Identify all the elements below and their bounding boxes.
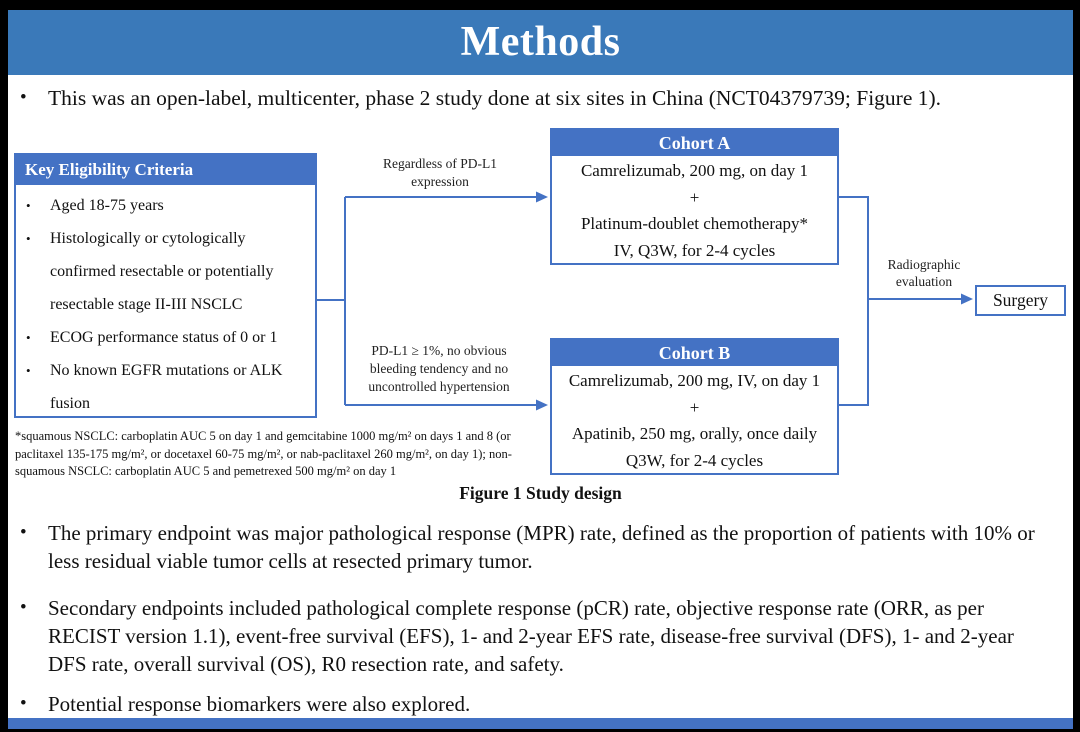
- bullet-icon: •: [20, 87, 27, 108]
- bullet-icon: •: [26, 363, 31, 378]
- secondary-endpoint-text: Secondary endpoints included pathological complete response (pCR) rate, objective response rate (ORR, as per RECIST version 1.1), event-free survival (EFS), 1- and 2-year EFS rate, disease-free survival (DFS), 1- and 2-year DFS rate, overall survival (OS), R0 resection rate, and safety.: [48, 596, 1014, 676]
- arrowhead-surgery: [961, 294, 973, 305]
- eligibility-box: [14, 153, 317, 418]
- cohort-b-line: Apatinib, 250 mg, orally, once daily: [571, 424, 818, 443]
- eligibility-item: [26, 354, 310, 420]
- cohort-a-header: Cohort A: [552, 130, 837, 156]
- merge-lines: [838, 197, 868, 405]
- branch-label-pdl1-positive: PD-L1 ≥ 1%, no obvious bleeding tendency and no uncontrolled hypertension: [368, 343, 510, 394]
- eligibility-item: [26, 189, 310, 222]
- cohort-b-box: [550, 338, 839, 475]
- bottom-accent-bar: [8, 718, 1073, 729]
- figure-caption: Figure 1 Study design: [459, 483, 622, 503]
- surgery-label: Surgery: [992, 290, 1049, 310]
- cohort-b-line: Camrelizumab, 200 mg, IV, on day 1: [568, 371, 821, 390]
- plus-sign: +: [689, 187, 700, 207]
- slide-content: [8, 75, 1073, 718]
- eligibility-header: Key Eligibility Criteria: [16, 155, 315, 185]
- bullet-icon: •: [20, 597, 27, 618]
- eligibility-item-text: Histologically or cytologically confirmed resectable or potentially resectable stage II-III NSCLC: [50, 230, 274, 313]
- bullet-icon: •: [26, 231, 31, 246]
- endpoint-bullet-primary: [20, 519, 1055, 575]
- bullet-icon: •: [20, 693, 27, 714]
- eligibility-item: [26, 321, 310, 354]
- cohort-a-line: Platinum-doublet chemotherapy*: [580, 214, 809, 233]
- cohort-b-header: Cohort B: [552, 340, 837, 366]
- slide: [8, 10, 1073, 729]
- biomarker-bullet: [20, 690, 1055, 718]
- intro-bullet-text: This was an open-label, multicenter, phase 2 study done at six sites in China (NCT04379739; Figure 1).: [48, 86, 942, 110]
- slide-title: Methods: [460, 19, 621, 65]
- eligibility-item-text: Aged 18-75 years: [50, 197, 164, 214]
- cohort-a-box: [550, 128, 839, 265]
- cohort-a-line: IV, Q3W, for 2-4 cycles: [613, 240, 776, 260]
- cohort-b-body: [552, 366, 837, 474]
- arrowhead-cohort-b: [536, 400, 548, 411]
- primary-endpoint-text: The primary endpoint was major pathological response (MPR) rate, defined as the proportion of patients with 10% or less residual viable tumor cells at resected primary tumor.: [48, 521, 1035, 573]
- bullet-icon: •: [20, 522, 27, 543]
- cohort-a-line: Camrelizumab, 200 mg, on day 1: [580, 161, 809, 180]
- cohort-b-line: Q3W, for 2-4 cycles: [625, 450, 764, 470]
- biomarker-text: Potential response biomarkers were also explored.: [48, 692, 471, 716]
- eligibility-item-text: ECOG performance status of 0 or 1: [50, 329, 278, 346]
- endpoint-bullet-secondary: [20, 594, 1055, 678]
- radiographic-evaluation-label: Radiographic evaluation: [887, 257, 961, 289]
- eligibility-list: [16, 189, 315, 420]
- bullet-icon: •: [26, 198, 31, 213]
- cohort-a-body: [552, 156, 837, 264]
- eligibility-item-text: No known EGFR mutations or ALK fusion: [50, 362, 283, 412]
- branch-label-pdl1-any: Regardless of PD-L1 expression: [383, 156, 497, 189]
- eligibility-item: [26, 222, 310, 321]
- plus-sign: +: [689, 397, 700, 417]
- surgery-box: [975, 285, 1066, 316]
- chemo-footnote: *squamous NSCLC: carboplatin AUC 5 on day 1 and gemcitabine 1000 mg/m² on days 1 and 8 (or paclitaxel 135-175 mg/m², or docetaxel 60-75 mg/m², or nab-paclitaxel 260 mg/m², on day 1); non-squamous NSCLC: carboplatin AUC 5 and pemetrexed 500 mg/m² on day 1: [15, 429, 512, 478]
- slide-title-bar: [8, 10, 1073, 75]
- arrowhead-cohort-a: [536, 192, 548, 203]
- bullet-icon: •: [26, 330, 31, 345]
